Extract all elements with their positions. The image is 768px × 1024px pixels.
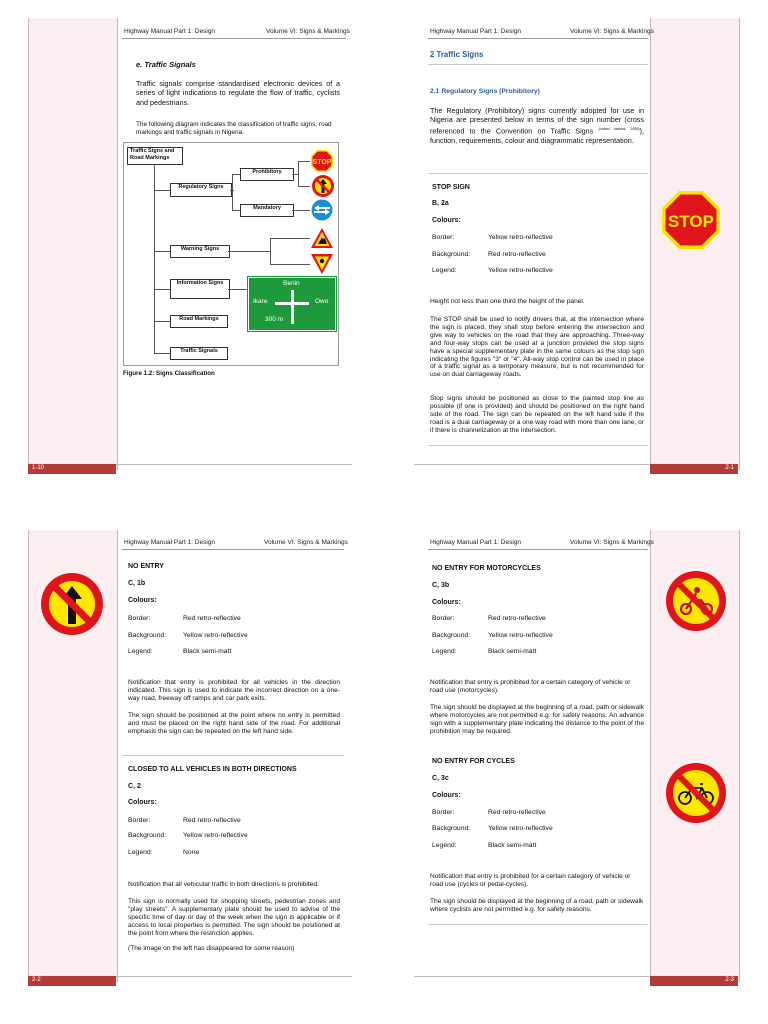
colours-label: Colours: [128, 597, 157, 604]
warning-box: Warning Signs [170, 245, 230, 258]
motorcycles-para-2: The sign should be displayed at the beginning of a road, path or sidewalk where motorcycles are not permitted e.g. for safety reasons. An advance sign with a supplementary plate indicating the distance to the point of the prohibition may be required. [430, 704, 644, 735]
height-note: Height not less than one third the height of the panel. [430, 298, 585, 305]
row-key: Legend: [432, 267, 457, 274]
sign-title: STOP SIGN [432, 184, 470, 191]
subheading: 2.1 Regulatory Signs (Prohibitory) [430, 88, 540, 95]
reg-link [232, 174, 240, 175]
footer-rule [414, 464, 650, 465]
row-key: Legend: [432, 648, 457, 655]
footer-bar [650, 976, 738, 986]
row-value: Yellow retro-reflective [183, 832, 248, 839]
row-value: Black semi-matt [488, 648, 537, 655]
row-value: Yellow retro-reflective [183, 632, 248, 639]
section-rule [122, 755, 344, 756]
sign-title: NO ENTRY [128, 563, 164, 570]
page-2-3 [384, 512, 768, 1024]
row-value: Yellow retro-reflective [488, 267, 553, 274]
mandatory-sign-icon [310, 199, 334, 221]
row-value: Red retro-reflective [183, 615, 241, 622]
header-right: Volume VI: Signs & Markings [266, 28, 350, 35]
footer-bar [28, 464, 116, 474]
row-value: Black semi-matt [183, 648, 232, 655]
section-rule [428, 445, 648, 446]
sign-title: NO ENTRY FOR CYCLES [432, 758, 515, 765]
branch [154, 353, 170, 354]
cycles-para-2: The sign should be displayed at the beginning of a road, path or sidewalk where cyclists are not permitted e.g. for safety reasons. [430, 898, 644, 913]
row-key: Border: [432, 615, 455, 622]
intro-part-b: ), function, requirements, colour and diagrammatic representation. [430, 126, 645, 145]
mandatory-box: Mandatory [240, 204, 294, 217]
intro-text [430, 106, 644, 145]
traffic-signals-box: Traffic Signals [170, 347, 228, 360]
footer-rule [116, 976, 352, 977]
heading: 2 Traffic Signs [430, 50, 484, 59]
row-value: Black semi-matt [488, 842, 537, 849]
reg-branch [232, 174, 233, 210]
sign-code: C, 3b [432, 582, 450, 589]
warn-branch [270, 238, 271, 264]
sign-code: C, 2 [128, 783, 141, 790]
header-right: Volume VI: Signs & Markings [570, 28, 654, 35]
row-key: Border: [128, 615, 151, 622]
row-value: Red retro-reflective [488, 809, 546, 816]
row-value: Yellow retro-reflective [488, 825, 553, 832]
no-entry-sign-icon [40, 572, 104, 636]
warn-link [270, 238, 310, 239]
intro-part-a: The Regulatory (Prohibitory) signs currently adopted for use in Nigeria are presented below in terms of the sign number (cross referenced to the Convention on Traffic Signs [430, 106, 644, 136]
motorcycles-para-1: Notification that entry is prohibited for a certain category of vehicle or road use (motorcycles). [430, 679, 631, 694]
side-margin [28, 18, 118, 470]
sign-title: NO ENTRY FOR MOTORCYCLES [432, 565, 541, 572]
heading-rule [428, 64, 648, 65]
footer-rule [116, 464, 352, 465]
info-bottom: 300 m [265, 316, 284, 323]
closed-para-2: This sign is normally used for shopping streets, pedestrian zones and "play streets". A supplementary plate should be used to advise of the specific time of day or day of the week when the sign is applicable or if access to local properties is permitted. The sign should be positioned at the point from where the restriction applies. [128, 898, 340, 937]
intro-ref: (united nations, 2006) [598, 126, 640, 131]
row-key: Background: [128, 832, 167, 839]
header-rule [122, 38, 346, 39]
stop-label: STOP [312, 159, 332, 166]
row-key: Border: [432, 809, 455, 816]
classification-diagram [123, 142, 339, 366]
no-entry-para-1: Notification that entry is prohibited for all vehicles in the direction indicated. This sign is used to indicate the incorrect direction on a one-way road, freeway off ramps and car park exits. [128, 679, 340, 702]
reg-link [230, 190, 234, 191]
header-left: Highway Manual Part 1: Design [124, 28, 216, 35]
page-number: 2-2 [32, 977, 41, 983]
intro-text: Traffic signals comprise standardised electronic devices of a series of light indications to regulate the flow of traffic, cyclists and pedestrians. [136, 79, 340, 107]
row-value: Red retro-reflective [183, 817, 241, 824]
sign-rule [428, 173, 648, 174]
figure-caption: Figure 1.2: Signs Classification [123, 370, 215, 377]
sign-code: C, 3c [432, 775, 449, 782]
header-rule [122, 549, 344, 550]
footer-bar [650, 464, 738, 474]
header-rule [428, 38, 648, 39]
header-left: Highway Manual Part 1: Design [430, 539, 522, 546]
section-rule [428, 924, 648, 925]
row-key: Background: [432, 632, 471, 639]
sign-title: CLOSED TO ALL VEHICLES IN BOTH DIRECTIONS [128, 766, 297, 773]
information-sign [248, 277, 336, 331]
stop-sign-icon [310, 149, 334, 173]
info-right: Owo [315, 298, 329, 305]
mand-link [292, 210, 310, 211]
stop-para-2: Stop signs should be positioned as close to the painted stop line as possible (if one is provided) and should be positioned on the right hand side of the road. The sign can be repeated on the left hand side if the road is a dual carriageway or a one way road with more than one lane, or if there is channelization at the intersection. [430, 395, 644, 434]
header-left: Highway Manual Part 1: Design [430, 28, 522, 35]
info-link [228, 289, 248, 290]
proh-link [298, 161, 310, 162]
row-key: Background: [432, 825, 471, 832]
page-2-1 [384, 0, 768, 512]
branch [154, 251, 170, 252]
sign-code: B, 2a [432, 200, 449, 207]
prohibitory-box: Prohibitory [240, 168, 294, 181]
page-number: 2-1 [725, 465, 734, 471]
row-value: None [183, 849, 200, 856]
row-key: Background: [432, 251, 471, 258]
header-right: Volume VI: Signs & Markings [570, 539, 654, 546]
footer-rule [414, 976, 650, 977]
page-2-2 [0, 512, 384, 1024]
colours-label: Colours: [432, 599, 461, 606]
row-value: Yellow retro-reflective [488, 234, 553, 241]
sign-code: C, 1b [128, 580, 146, 587]
proh-link [298, 186, 310, 187]
row-key: Border: [432, 234, 455, 241]
closed-para-1: Notification that all vehicular traffic in both directions is prohibited. [128, 881, 319, 888]
page-number: 1-10 [32, 465, 45, 471]
page-1-10 [0, 0, 384, 512]
warning-triangle-icon [310, 227, 334, 249]
row-key: Legend: [432, 842, 457, 849]
warn-link [270, 264, 310, 265]
road-markings-box: Road Markings [170, 315, 228, 328]
colours-label: Colours: [128, 799, 157, 806]
no-entry-sign-icon [311, 174, 335, 198]
stop-para-1: The STOP shall be used to notify drivers that, at the intersection where the sign is placed, they shall stop before entering the intersection and give way to vehicles on the road that they are approaching. Three-way and four-way stops can be used at a junction provided the stop signs have a special supplementary plate in the same colours as the stop sign indicating the figures "3" or "4". All-way stop control can be used in place of a traffic signal as a temporary measure, but is not recommended for use on dual carriageway roads. [430, 316, 644, 379]
info-road-v [291, 290, 294, 324]
row-value: Red retro-reflective [488, 615, 546, 622]
header-right: Volume VI: Signs & Markings [264, 539, 348, 546]
row-key: Border: [128, 817, 151, 824]
row-key: Legend: [128, 648, 153, 655]
warn-link [228, 251, 270, 252]
no-cycles-sign-icon [665, 762, 727, 824]
colours-label: Colours: [432, 217, 461, 224]
header-rule [428, 549, 648, 550]
footer-bar [28, 976, 116, 986]
branch [154, 190, 170, 191]
no-entry-para-2: The sign should be positioned at the point where no entry is permitted and must be placed on the right hand side of the road. For additional emphasis the sign can be repeated on the left hand side. [128, 712, 340, 735]
branch [154, 321, 170, 322]
row-key: Background: [128, 632, 167, 639]
no-motorcycles-sign-icon [665, 570, 727, 632]
diagram-trunk [154, 165, 155, 353]
diagram-intro: The following diagram indicates the classification of traffic signs, road markings and traffic signals in Nigeria. [136, 121, 332, 137]
header-left: Highway Manual Part 1: Design [124, 539, 216, 546]
row-key: Legend: [128, 849, 153, 856]
stop-sign-label: STOP [668, 212, 714, 231]
info-top: Benin [283, 280, 300, 287]
row-value: Red retro-reflective [488, 251, 546, 258]
row-value: Yellow retro-reflective [488, 632, 553, 639]
stop-sign-icon [661, 190, 721, 250]
page-number: 2-3 [725, 977, 734, 983]
branch [154, 289, 170, 290]
missing-image-note: (The image on the left has disappeared for some reason) [128, 945, 295, 952]
colours-label: Colours: [432, 792, 461, 799]
info-left: Ikare [253, 298, 268, 305]
information-box: Information Signs [170, 279, 230, 299]
section-title: e. Traffic Signals [136, 60, 196, 69]
regulatory-box: Regulatory Signs [170, 183, 232, 197]
reg-link [232, 210, 240, 211]
cycles-para-1: Notification that entry is prohibited for a certain category of vehicle or road use (cycles or pedal-cycles). [430, 873, 631, 888]
give-way-icon [310, 253, 334, 275]
proh-branch [298, 161, 299, 186]
info-road-h [275, 302, 309, 305]
proh-link [292, 174, 298, 175]
diagram-root: Traffic Signs and Road Markings [127, 147, 183, 165]
